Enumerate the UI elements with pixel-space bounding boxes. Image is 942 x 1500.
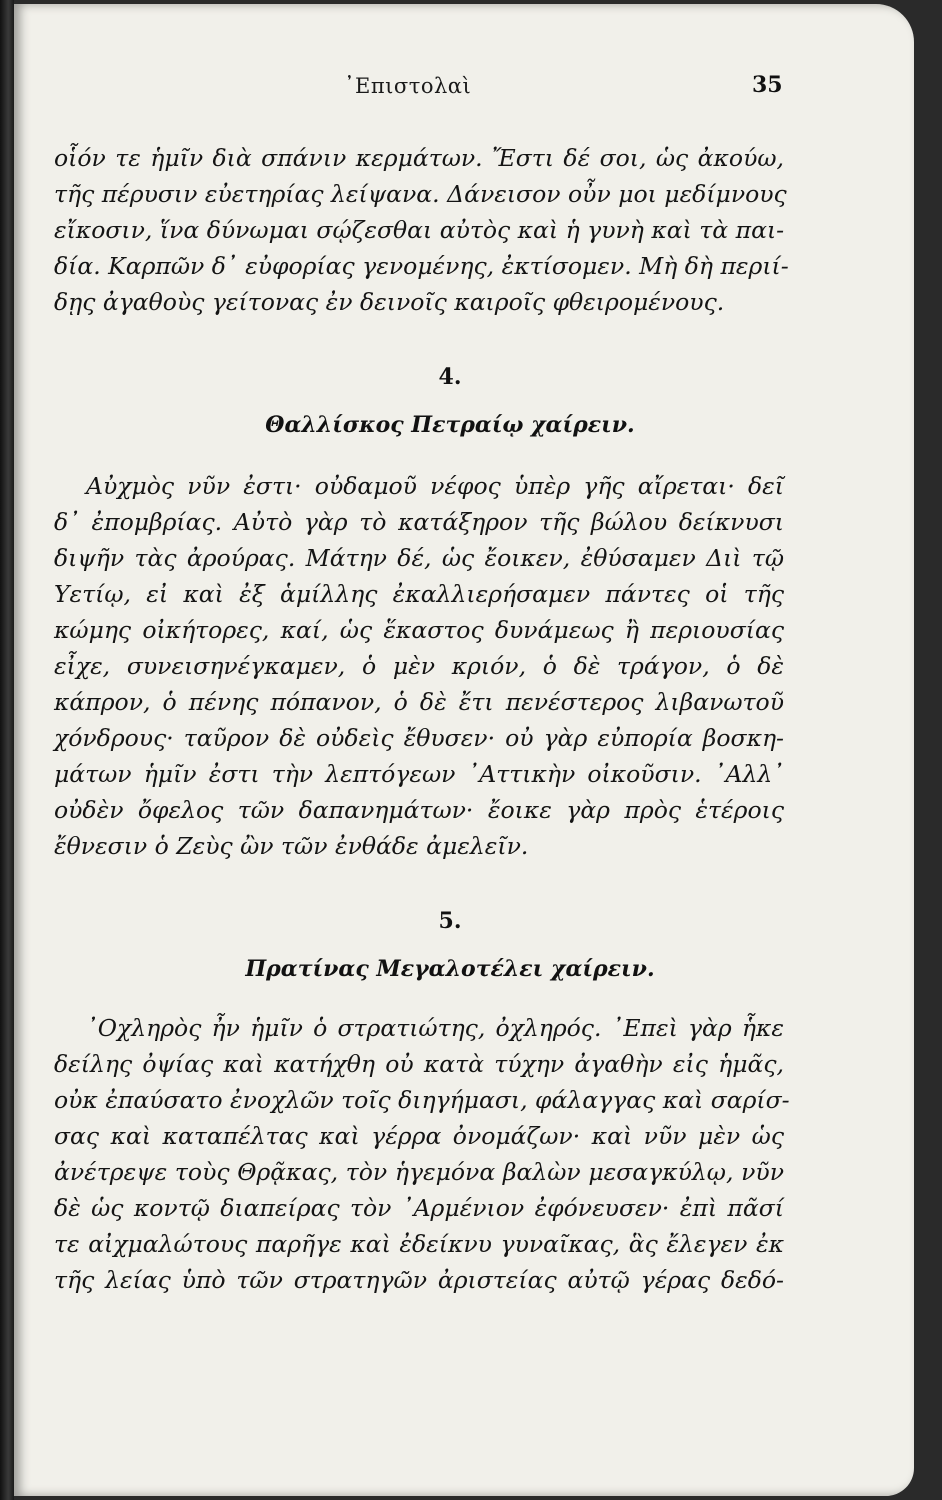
page-header bbox=[14, 66, 914, 106]
running-title: ᾿Επιστολαὶ bbox=[344, 74, 472, 98]
page-number: 35 bbox=[752, 72, 783, 98]
book-page bbox=[14, 4, 914, 1496]
text-line: σας καὶ καταπέλτας καὶ γέρρα ὀνομάζων· καὶ νῦν μὲν ὡς bbox=[54, 1122, 784, 1150]
letter-number: 5. bbox=[438, 908, 462, 934]
text-line: οὐκ ἐπαύσατο ἐνοχλῶν τοῖς διηγήμασι, φάλαγγας καὶ σαρίσ- bbox=[54, 1086, 790, 1114]
text-line: Υετίῳ, εἰ καὶ ἐξ ἁμίλλης ἐκαλλιερήσαμεν πάντες οἱ τῆς bbox=[54, 580, 784, 608]
text-line: εἶχε, συνεισηνέγκαμεν, ὁ μὲν κριόν, ὁ δὲ τράγον, ὁ δὲ bbox=[54, 652, 784, 680]
letter-heading: Πρατίνας Μεγαλοτέλει χαίρειν. bbox=[245, 956, 655, 982]
text-line: κώμης οἰκήτορες, καί, ὡς ἕκαστος δυνάμεως ἢ περιουσίας bbox=[54, 616, 784, 644]
text-line: Αὐχμὸς νῦν ἐστι· οὐδαμοῦ νέφος ὑπὲρ γῆς αἴρεται· δεῖ bbox=[86, 472, 784, 500]
book-binding-edge bbox=[0, 0, 14, 1500]
text-line: κάπρον, ὁ πένης πόπανον, ὁ δὲ ἔτι πενέστερος λιβανωτοῦ bbox=[54, 688, 784, 716]
text-line: οὐδὲν ὄφελος τῶν δαπανημάτων· ἔοικε γὰρ πρὸς ἑτέροις bbox=[54, 796, 784, 824]
text-line: ᾿Οχληρὸς ἦν ἡμῖν ὁ στρατιώτης, ὀχληρός. ᾿Επεὶ γὰρ ἧκε bbox=[86, 1014, 784, 1042]
text-line: τε αἰχμαλώτους παρῆγε καὶ ἐδείκνυ γυναῖκας, ἃς ἔλεγεν ἐκ bbox=[54, 1230, 784, 1258]
letter-number: 4. bbox=[438, 364, 462, 390]
text-line: μάτων ἡμῖν ἐστι τὴν λεπτόγεων ᾿Αττικὴν οἰκοῦσιν. ᾿Αλλ᾿ bbox=[54, 760, 784, 788]
text-line: δείλης ὀψίας καὶ κατήχθη οὐ κατὰ τύχην ἀγαθὴν εἰς ἡμᾶς, bbox=[54, 1050, 784, 1078]
text-line: τῆς λείας ὑπὸ τῶν στρατηγῶν ἀριστείας αὐτῷ γέρας δεδό- bbox=[54, 1266, 784, 1294]
text-line: διψῆν τὰς ἀρούρας. Μάτην δέ, ὡς ἔοικεν, ἐθύσαμεν Διὶ τῷ bbox=[54, 544, 784, 572]
text-line: εἴκοσιν, ἵνα δύνωμαι σῴζεσθαι αὐτὸς καὶ ἡ γυνὴ καὶ τὰ παι- bbox=[54, 216, 785, 244]
text-line: δ᾿ ἐπομβρίας. Αὐτὸ γὰρ τὸ κατάξηρον τῆς βώλου δείκνυσι bbox=[54, 508, 784, 536]
text-line: δὲ ὡς κοντῷ διαπείρας τὸν ᾿Αρμένιον ἐφόνευσεν· ἐπὶ πᾶσί bbox=[54, 1194, 784, 1222]
letter-heading: Θαλλίσκος Πετραίῳ χαίρειν. bbox=[265, 412, 635, 438]
text-line: οἷόν τε ἡμῖν διὰ σπάνιν κερμάτων. Ἔστι δέ σοι, ὡς ἀκούω, bbox=[54, 144, 784, 172]
text-line: τῆς πέρυσιν εὐετηρίας λείψανα. Δάνεισον οὖν μοι μεδίμνους bbox=[54, 180, 787, 208]
text-line: χόνδρους· ταῦρον δὲ οὐδεὶς ἔθυσεν· οὐ γὰρ εὐπορία βοσκη- bbox=[54, 724, 784, 752]
text-line: δία. Καρπῶν δ᾿ εὐφορίας γενομένης, ἐκτίσομεν. Μὴ δὴ περιί- bbox=[54, 252, 789, 280]
text-line: ἀνέτρεψε τοὺς Θρᾷκας, τὸν ἡγεμόνα βαλὼν μεσαγκύλῳ, νῦν bbox=[54, 1158, 784, 1186]
text-line: ἔθνεσιν ὁ Ζεὺς ὢν τῶν ἐνθάδε ἀμελεῖν. bbox=[54, 832, 529, 860]
text-line: δῃς ἀγαθοὺς γείτονας ἐν δεινοῖς καιροῖς φθειρομένους. bbox=[54, 288, 725, 316]
